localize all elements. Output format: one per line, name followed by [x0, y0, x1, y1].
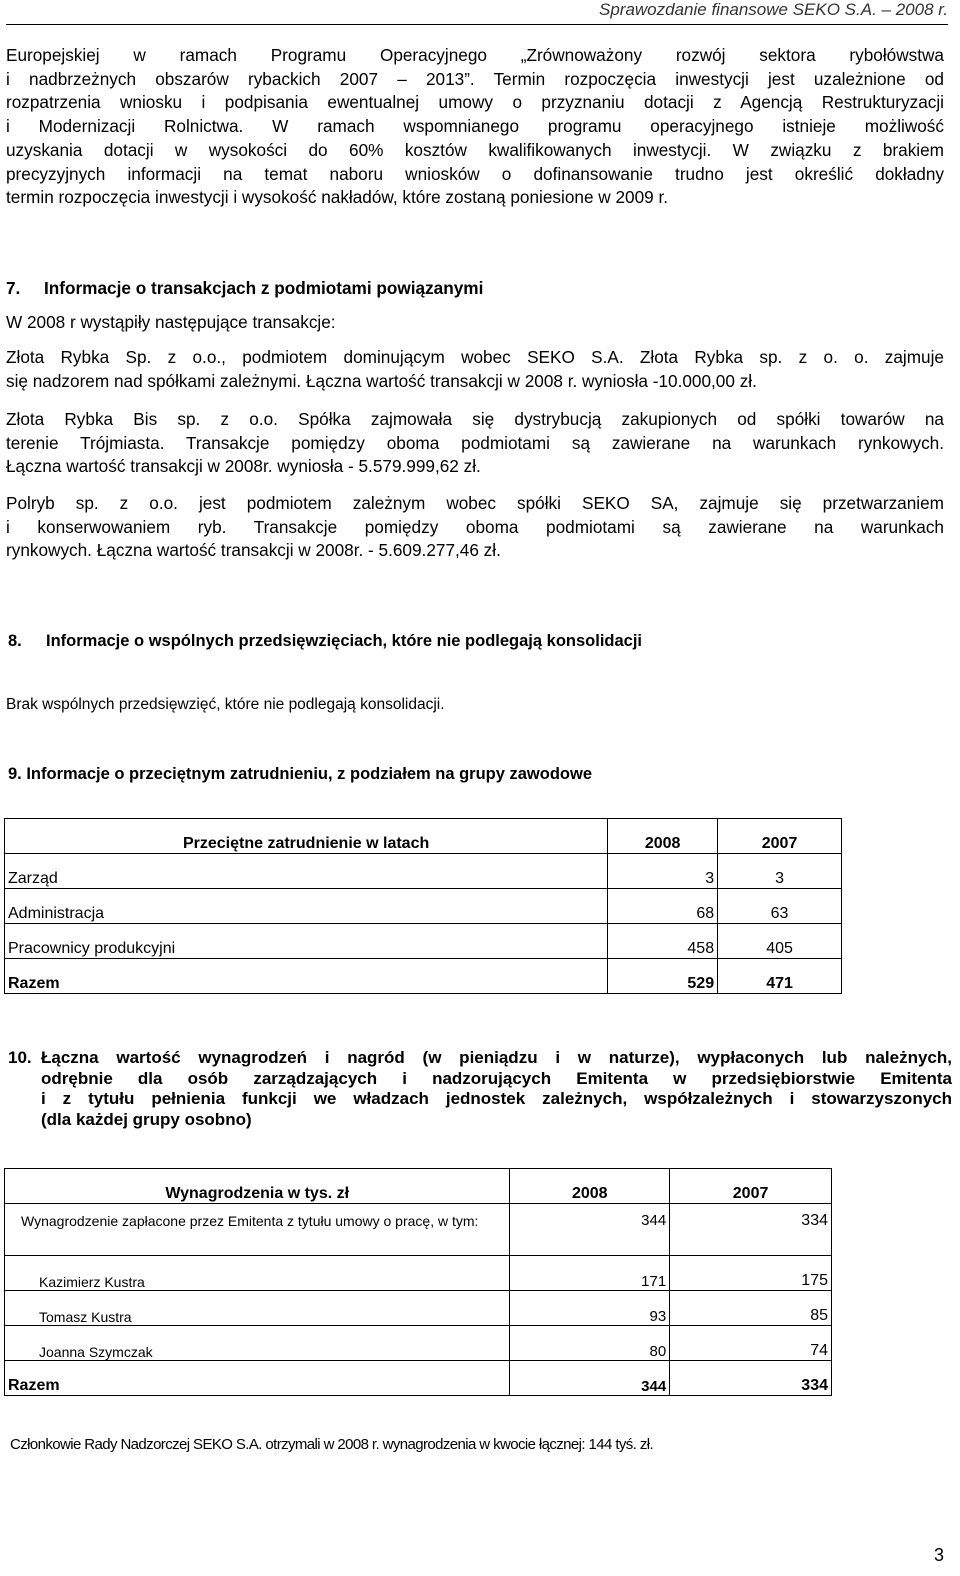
paragraph-line: Polryb sp. z o.o. jest podmiotem zależnym wobec spółki SEKO SA, zajmuje się przetwarzaniem — [6, 493, 944, 513]
table-row — [5, 1204, 832, 1256]
value-2008: 458 — [608, 924, 718, 959]
intro-line: Europejskiej w ramach Programu Operacyjnego „Zrównoważony rozwój sektora rybołówstwa — [6, 45, 944, 65]
row-label: Razem — [5, 1361, 510, 1396]
section-8-heading — [8, 632, 642, 651]
header-cell: 2007 — [670, 1169, 832, 1204]
row-label: Administracja — [5, 889, 608, 924]
row-label: Pracownicy produkcyjni — [5, 924, 608, 959]
section-7-paragraph-2 — [6, 408, 944, 479]
paragraph-line: się nadzorem nad spółkami zależnymi. Łączna wartość transakcji w 2008 r. wyniosła -10.000,00 zł. — [6, 370, 757, 391]
row-label: Joanna Szymczak — [5, 1326, 510, 1361]
value-2007: 74 — [670, 1326, 832, 1361]
heading-line: (dla każdej grupy osobno) — [41, 1109, 252, 1129]
row-label: Wynagrodzenie zapłacone przez Emitenta z tytułu umowy o pracę, w tym: — [5, 1204, 510, 1256]
intro-line: termin rozpoczęcia inwestycji i wysokość nakładów, które zostaną poniesione w 2009 r. — [6, 187, 669, 208]
header-cell: 2007 — [718, 819, 842, 854]
heading-line: Łączna wartość wynagrodzeń i nagród (w pieniądzu i w naturze), wypłaconych lub należnych, — [41, 1048, 952, 1067]
section-7-intro — [6, 311, 944, 335]
document-header-title: Sprawozdanie finansowe SEKO S.A. – 2008 r. — [598, 0, 948, 19]
paragraph-line: Złota Rybka Sp. z o.o., podmiotem dominującym wobec SEKO S.A. Złota Rybka sp. z o. o. zajmuje — [6, 347, 944, 367]
table-row — [5, 889, 842, 924]
header-cell: Przeciętne zatrudnienie w latach — [5, 819, 608, 854]
value-2008: 3 — [608, 854, 718, 889]
paragraph-line: Złota Rybka Bis sp. z o.o. Spółka zajmowała się dystrybucją zakupionych od spółki towarów na — [6, 409, 944, 429]
value-2008: 68 — [608, 889, 718, 924]
value-2007: 3 — [718, 854, 842, 889]
value-2008: 529 — [608, 959, 718, 994]
intro-line: i nadbrzeżnych obszarów rybackich 2007 – 2013”. Termin rozpoczęcia inwestycji jest uzależnione od — [6, 68, 944, 89]
table-header-row — [5, 1169, 832, 1204]
intro-paragraph — [6, 44, 944, 210]
supervisory-board-note: Członkowie Rady Nadzorczej SEKO S.A. otrzymali w 2008 r. wynagrodzenia w kwocie łącznej: 144 tyś. zł. — [10, 1436, 654, 1453]
section-7-heading — [6, 278, 483, 299]
heading-line: odrębnie dla osób zarządzających i nadzorujących Emitenta w przedsiębiorstwie Emitenta — [41, 1068, 952, 1088]
paragraph-line: rynkowych. Łączna wartość transakcji w 2008r. - 5.609.277,46 zł. — [6, 540, 501, 561]
row-label: Zarząd — [5, 854, 608, 889]
table-row — [5, 924, 842, 959]
heading-line: i z tytułu pełnienia funkcji we władzach jednostek zależnych, współzależnych i stowarzyszonych — [41, 1089, 952, 1108]
section-9-heading: 9. Informacje o przeciętnym zatrudnieniu, z podziałem na grupy zawodowe — [8, 765, 593, 783]
paragraph-line: terenie Trójmiasta. Transakcje pomiędzy oboma podmiotami są zawierane na warunkach rynkowych. — [6, 432, 944, 453]
section-7-number: 7. — [6, 278, 21, 298]
header-cell: 2008 — [608, 819, 718, 854]
value-2008: 80 — [510, 1326, 670, 1361]
value-2007: 63 — [718, 889, 842, 924]
value-2007: 405 — [718, 924, 842, 959]
section-8-text: Brak wspólnych przedsięwzięć, które nie podlegają konsolidacji. — [6, 696, 445, 713]
header-rule — [6, 24, 948, 25]
section-7-paragraph-3 — [6, 492, 944, 563]
row-label: Tomasz Kustra — [5, 1291, 510, 1326]
section-10-number: 10. — [8, 1048, 32, 1067]
section-8-title: Informacje o wspólnych przedsięwzięciach, które nie podlegają konsolidacji — [46, 632, 642, 650]
table-total-row — [5, 959, 842, 994]
intro-line: i Modernizacji Rolnictwa. W ramach wspomnianego programu operacyjnego istnieje możliwość — [6, 116, 944, 137]
value-2007: 175 — [670, 1256, 832, 1291]
table-row — [5, 1291, 832, 1326]
value-2007: 85 — [670, 1291, 832, 1326]
paragraph-line: Łączna wartość transakcji w 2008r. wyniosła - 5.579.999,62 zł. — [6, 456, 481, 477]
section-7-intro-text: W 2008 r wystąpiły następujące transakcje: — [6, 312, 336, 332]
page-number: 3 — [933, 1545, 944, 1565]
table-total-row — [5, 1361, 832, 1396]
section-7-paragraph-1 — [6, 346, 944, 393]
value-2008: 344 — [510, 1204, 670, 1256]
section-8-number: 8. — [8, 632, 22, 650]
value-2007: 334 — [670, 1361, 832, 1396]
value-2007: 334 — [670, 1204, 832, 1256]
table-row — [5, 854, 842, 889]
intro-line: uzyskania dotacji w wysokości do 60% kosztów kwalifikowanych inwestycji. W związku z brakiem — [6, 139, 944, 160]
section-7-title: Informacje o transakcjach z podmiotami powiązanymi — [44, 278, 484, 298]
intro-line: precyzyjnych informacji na temat naboru wniosków o dofinansowanie trudno jest określić dokładny — [6, 163, 944, 184]
table-row — [5, 1326, 832, 1361]
employment-table — [4, 818, 842, 994]
value-2008: 93 — [510, 1291, 670, 1326]
header-cell: Wynagrodzenia w tys. zł — [5, 1169, 510, 1204]
value-2007: 471 — [718, 959, 842, 994]
header-cell: 2008 — [510, 1169, 670, 1204]
value-2008: 344 — [510, 1361, 670, 1396]
intro-line: rozpatrzenia wniosku i podpisania ewentualnej umowy o przyznaniu dotacji z Agencją Restrukturyzacji — [6, 92, 944, 113]
table-row — [5, 1256, 832, 1291]
paragraph-line: i konserwowaniem ryb. Transakcje pomiędzy oboma podmiotami są zawierane na warunkach — [6, 516, 944, 537]
section-10-heading — [8, 1048, 952, 1130]
table-header-row — [5, 819, 842, 854]
remuneration-table — [4, 1168, 832, 1396]
row-label: Razem — [5, 959, 608, 994]
value-2008: 171 — [510, 1256, 670, 1291]
row-label: Kazimierz Kustra — [5, 1256, 510, 1291]
